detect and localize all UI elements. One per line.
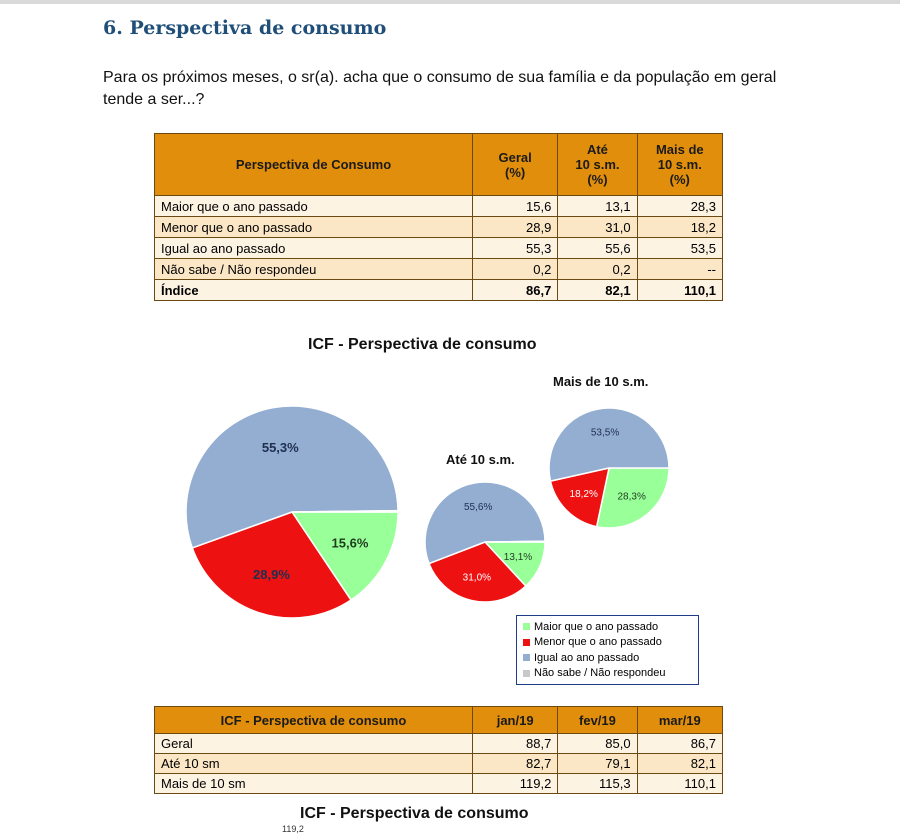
table-header-row [155, 707, 723, 734]
pie-mais-10-label-maior: 28,3% [617, 491, 646, 503]
cell-mar: 110,1 [637, 774, 722, 794]
header-ate-10: Até 10 s.m. (%) [558, 134, 637, 196]
legend-item-maior [523, 619, 692, 635]
header-jan: jan/19 [472, 707, 557, 734]
pie-geral-label-maior: 15,6% [331, 535, 369, 551]
cell-geral: 55,3 [472, 238, 557, 259]
pie-ate-10-label-igual: 55,6% [464, 502, 493, 514]
table-row [155, 774, 723, 794]
cell-mar: 82,1 [637, 754, 722, 774]
table-row [155, 734, 723, 754]
row-label: Maior que o ano passado [155, 196, 473, 217]
pie-ate-10-label-maior: 13,1% [503, 551, 533, 563]
header-perspectiva: Perspectiva de Consumo [155, 134, 473, 196]
legend-label: Maior que o ano passado [534, 620, 659, 633]
table-row [155, 754, 723, 774]
legend-item-igual [523, 650, 692, 666]
cell-mais-10: 53,5 [637, 238, 722, 259]
cell-ate-10: 55,6 [558, 238, 637, 259]
header-geral: Geral (%) [472, 134, 557, 196]
cell-geral: 0,2 [472, 259, 557, 280]
legend-item-nao-sabe [523, 666, 692, 682]
cell-jan: 119,2 [472, 774, 557, 794]
legend-label: Igual ao ano passado [534, 651, 640, 664]
row-label: Até 10 sm [155, 754, 473, 774]
cell-fev: 115,3 [558, 774, 637, 794]
header-mar: mar/19 [637, 707, 722, 734]
cell-mais-10: 18,2 [637, 217, 722, 238]
cell-mais-10: -- [637, 259, 722, 280]
cell-geral: 15,6 [472, 196, 557, 217]
pie-chart-title: ICF - Perspectiva de consumo [308, 336, 537, 353]
header-mais-10: Mais de 10 s.m. (%) [637, 134, 722, 196]
cell-mar: 86,7 [637, 734, 722, 754]
cell-geral: 86,7 [472, 280, 557, 301]
cell-mais-10: 28,3 [637, 196, 722, 217]
row-label: Geral [155, 734, 473, 754]
cell-geral: 28,9 [472, 217, 557, 238]
cell-fev: 85,0 [558, 734, 637, 754]
pie-ate-10-label-menor: 31,0% [462, 572, 492, 584]
pie-ate-10-title: Até 10 s.m. [446, 452, 515, 467]
bottom-chart-tick: 119,2 [282, 824, 304, 834]
pie-mais-10-title: Mais de 10 s.m. [553, 374, 649, 389]
cell-jan: 88,7 [472, 734, 557, 754]
cell-ate-10: 82,1 [558, 280, 637, 301]
legend-swatch-igual [523, 654, 530, 661]
legend-label: Menor que o ano passado [534, 636, 662, 649]
pie-mais-10-label-menor: 18,2% [569, 489, 598, 501]
icf-monthly-table [154, 706, 723, 794]
question-text: Para os próximos meses, o sr(a). acha que o consumo de sua família e da população em geral tende a ser...? [103, 69, 777, 108]
legend-swatch-nao-sabe [523, 670, 530, 677]
row-label: Menor que o ano passado [155, 217, 473, 238]
header-icf: ICF - Perspectiva de consumo [155, 707, 473, 734]
row-label: Igual ao ano passado [155, 238, 473, 259]
cell-jan: 82,7 [472, 754, 557, 774]
cell-mais-10: 110,1 [637, 280, 722, 301]
cell-ate-10: 0,2 [558, 259, 637, 280]
legend-item-menor [523, 635, 692, 651]
cell-fev: 79,1 [558, 754, 637, 774]
row-label: Índice [155, 280, 473, 301]
pie-legend [516, 615, 699, 685]
bottom-chart-title: ICF - Perspectiva de consumo [300, 805, 529, 822]
section-title: 6. Perspectiva de consumo [103, 17, 387, 39]
pie-geral-label-menor: 28,9% [253, 566, 290, 582]
pie-geral-label-igual: 55,3% [261, 439, 299, 455]
pie-mais-10-label-igual: 53,5% [590, 427, 620, 439]
legend-swatch-menor [523, 639, 530, 646]
row-label: Não sabe / Não respondeu [155, 259, 473, 280]
row-label: Mais de 10 sm [155, 774, 473, 794]
legend-label: Não sabe / Não respondeu [534, 667, 666, 680]
legend-swatch-maior [523, 623, 530, 630]
cell-ate-10: 13,1 [558, 196, 637, 217]
pie-ate-10-slice-nao-sabe [485, 541, 545, 542]
header-fev: fev/19 [558, 707, 637, 734]
cell-ate-10: 31,0 [558, 217, 637, 238]
